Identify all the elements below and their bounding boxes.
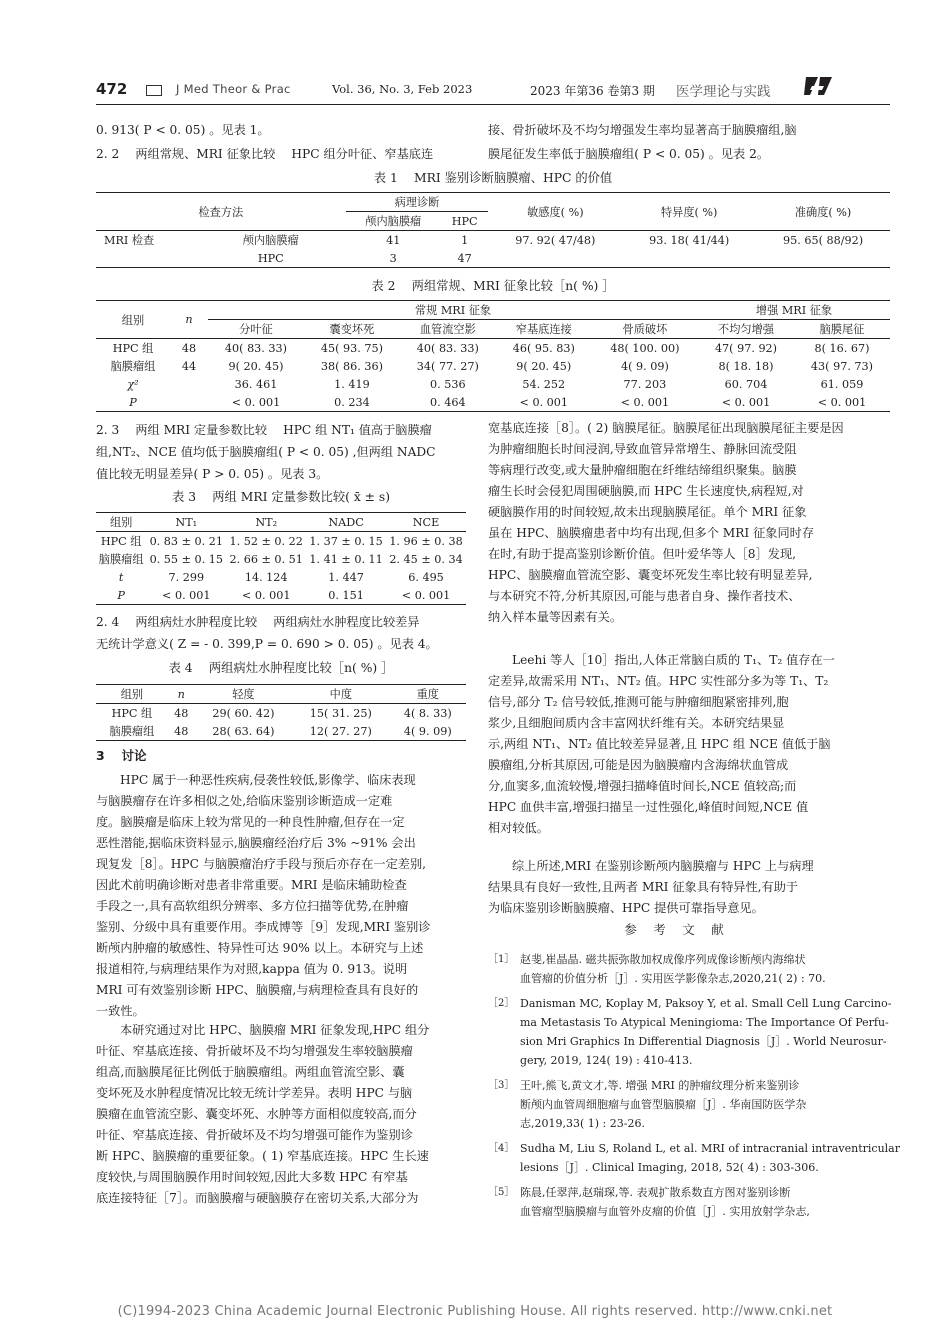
table3-cell: 7. 299 (168, 570, 205, 584)
table3-caption: 表 3 两组 MRI 定量参数比较( x̄ ± s) (171, 490, 390, 504)
text-line: 在时,有助于提高鉴别诊断价值。但叶爱华等人［8］发现, (488, 547, 797, 561)
text-line: 为肿瘤细胞长时间浸润,导致血管异常增生、静脉回流受阻 (488, 442, 797, 456)
reference-line: ma Metastasis To Atypical Meningioma: The Importance Of Perfu- (520, 1016, 889, 1029)
text-line: 值比较无明显差异( P > 0. 05) 。见表 3。 (96, 467, 329, 481)
text-line: 浆少,且细胞间质内含丰富网状纤维有关。本研究结果显 (488, 716, 785, 730)
table1-cell: 97. 92( 47/48) (515, 233, 596, 247)
text-line: 结果具有良好一致性,且两者 MRI 征象具有特异性,有助于 (488, 880, 799, 894)
table3-body (96, 532, 466, 605)
references-title: 参 考 文 献 (624, 922, 724, 937)
table1-header-sub1: 颅内脑膜瘤 (346, 212, 441, 231)
text-line: 组,NT₂、NCE 值均低于脑膜瘤组( P < 0. 05) ,但两组 NADC (96, 445, 436, 459)
table2-header-group: 组别 (96, 301, 170, 339)
table2-row (96, 357, 890, 375)
table2-header-c7: 脑膜尾征 (794, 320, 890, 339)
table1-header-method: 检查方法 (96, 193, 346, 231)
right-paragraph-3 (488, 856, 860, 919)
table1-cell (96, 249, 196, 268)
text-line: 膜尾征发生率低于脑膜瘤组( P < 0. 05) 。见表 2。 (488, 147, 770, 161)
text-line: 现复发［8］。HPC 与脑膜瘤治疗手段与预后亦存在一定差别, (96, 857, 427, 871)
journal-logo-icon (804, 74, 834, 98)
table3-cell: 0. 151 (328, 588, 364, 602)
table3-header-cell: 组别 (109, 516, 133, 529)
table2-cell: 43( 97. 73) (810, 359, 874, 373)
table2-cell (170, 375, 208, 393)
text-line: 与脑膜瘤存在许多相似之处,给临床鉴别诊断造成一定难 (96, 794, 393, 808)
table2-cell: HPC 组 (112, 342, 154, 355)
table3-cell: HPC 组 (100, 535, 142, 548)
text-line: 接、骨折破坏及不均匀增强发生率均显著高于脑膜瘤组,脑 (488, 123, 797, 137)
table1-caption: 表 1 MRI 鉴别诊断脑膜瘤、HPC 的价值 (373, 171, 613, 185)
text-line: 叶征、窄基底连接、骨折破坏及不均匀增强可能作为鉴别诊 (96, 1128, 413, 1142)
table3-row (96, 550, 466, 568)
text-line: Leehi 等人［10］指出,人体正常脑白质的 T₁、T₂ 值存在一 (512, 653, 835, 667)
right-paragraph-2 (488, 650, 860, 839)
table2-header-c2: 囊变坏死 (304, 320, 400, 339)
table3-cell: < 0. 001 (162, 588, 211, 602)
table3-header-row (96, 513, 466, 532)
table1-header-pathology: 病理诊断 (346, 193, 489, 212)
text-line: 报道相符,与病理结果作为对照,kappa 值为 0. 913。说明 (96, 962, 408, 976)
text-line: 分,血窦多,血流较慢,增强扫描峰值时间长,NCE 值较高;而 (488, 779, 797, 793)
table1-cell (756, 249, 890, 268)
volume-info: Vol. 36, No. 3, Feb 2023 (332, 82, 473, 96)
table3-cell: 1. 447 (328, 570, 364, 584)
text-line: 纳入样本量等因素有关。 (488, 610, 623, 624)
table2-row (96, 375, 890, 393)
table3-cell: 脑膜瘤组 (98, 553, 144, 566)
text-line: 无统计学意义( Z = - 0. 399,P = 0. 690 > 0. 05) 。见表 4。 (96, 637, 438, 651)
table4-cell: 48 (174, 706, 189, 720)
table2-cell: 40( 83. 33) (416, 341, 479, 355)
running-header (96, 80, 890, 104)
table2-cell: 38( 86. 36) (320, 359, 383, 373)
table3-row (96, 532, 466, 551)
table3-header-cell: NCE (412, 515, 440, 529)
table3-cell: 1. 41 ± 0. 11 (309, 552, 383, 566)
text-line: 度较快,与周围脑膜作用时间较短,因此大多数 HPC 有窄基 (96, 1170, 408, 1184)
text-line: 示,两组 NT₁、NT₂ 值比较差异显著,且 HPC 组 NCE 值低于脑 (488, 737, 831, 751)
issue-info-cn: 2023 年第36 卷第3 期 (530, 84, 655, 98)
table2-cell: 61. 059 (820, 377, 864, 391)
header-box-icon (146, 85, 162, 96)
table3-cell: 1. 52 ± 0. 22 (229, 534, 303, 548)
reference-line: 陈晨,任翠萍,赵瑞琛,等. 表观扩散系数直方图对鉴别诊断 (520, 1186, 791, 1199)
table1-cell: 1 (461, 233, 469, 247)
table2-cell: 8( 16. 67) (814, 341, 870, 355)
text-line: 等病理行改变,或大量肿瘤细胞在纤维结缔组织聚集。脑膜 (488, 463, 797, 477)
table1-cell (488, 249, 622, 268)
table4-caption: 表 4 两组病灶水肿程度比较［n( %) ］ (168, 661, 394, 675)
text-line: 因此术前明确诊断对患者非常重要。MRI 是临床辅助检查 (96, 878, 407, 892)
reference-line: sion Mri Graphics In Differential Diagnosis［J］. World Neurosur- (520, 1035, 887, 1048)
table4-row (96, 704, 466, 723)
table4-cell: 29( 60. 42) (212, 706, 275, 720)
table1-header-sens: 敏感度( %) (488, 193, 622, 231)
table4-header-row (96, 685, 466, 704)
table2-cell: 45( 93. 75) (320, 341, 383, 355)
table2-cell: 47( 97. 92) (714, 341, 778, 355)
reference-item (488, 1139, 900, 1177)
table4-header-cell: 组别 (120, 688, 144, 701)
table1 (96, 192, 890, 268)
table3-cell: 0. 55 ± 0. 15 (149, 552, 223, 566)
text-line: 宽基底连接［8］。( 2) 脑膜尾征。脑膜尾征出现脑膜尾征主要是因 (488, 421, 844, 435)
table1-cell: 93. 18( 41/44) (649, 233, 730, 247)
references-list (488, 950, 900, 1227)
table1-cell: 47 (457, 251, 472, 265)
text-line: 与本研究不符,分析其原因,可能与患者自身、操作者技术、 (488, 589, 801, 603)
table4-row (96, 722, 466, 741)
reference-line: lesions［J］. Clinical Imaging, 2018, 52( 4) : 303-306. (520, 1161, 819, 1174)
table2-cell: 44 (181, 359, 197, 373)
journal-name-en: J Med Theor & Prac (176, 82, 291, 96)
table3 (96, 512, 466, 605)
footer-copyright: (C)1994-2023 China Academic Journal Electronic Publishing House. All rights reserved. http://www.cnki.net (117, 1304, 833, 1319)
reference-number: ［1］ (488, 954, 515, 965)
text-line: 本研究通过对比 HPC、脑膜瘤 MRI 征象发现,HPC 组分 (120, 1023, 430, 1037)
text-line: 断 HPC、脑膜瘤的重要征象。( 1) 窄基底连接。HPC 生长速 (96, 1149, 429, 1163)
table2-cell: 34( 77. 27) (416, 359, 479, 373)
table1-header-sub2: HPC (441, 212, 489, 231)
table3-cell: 0. 83 ± 0. 21 (149, 534, 223, 548)
table1-header-acc: 准确度( %) (756, 193, 890, 231)
table1-cell: 95. 65( 88/92) (782, 233, 864, 247)
table2-header-conv: 常规 MRI 征象 (208, 301, 698, 320)
table3-cell: < 0. 001 (241, 588, 291, 602)
table4-cell: 28( 63. 64) (212, 724, 275, 738)
text-line: 恶性潜能,据临床资料显示,脑膜瘤经治疗后 3% ~91% 会出 (96, 836, 416, 850)
table2-cell: < 0. 001 (519, 395, 569, 409)
table2-cell: 9( 20. 45) (228, 359, 284, 373)
table2-cell: 1. 419 (334, 377, 370, 391)
page-number: 472 (96, 80, 128, 98)
table2-header-c3: 血管流空影 (400, 320, 496, 339)
reference-line: 断颅内血管周细胞瘤与血管型脑膜瘤［J］. 华南国防医学杂 (520, 1098, 807, 1111)
table2-cell: 4( 9. 09) (620, 359, 669, 373)
table2-cell: 脑膜瘤组 (110, 360, 156, 373)
reference-line: 志,2019,33( 1) : 23-26. (520, 1117, 645, 1130)
table2-header-c6: 不均匀增强 (698, 320, 794, 339)
text-line: HPC 属于一种恶性疾病,侵袭性较低,影像学、临床表现 (120, 773, 416, 787)
text-line: 底连接特征［7］。而脑膜瘤与硬脑膜存在密切关系,大部分为 (96, 1191, 419, 1205)
table2-cell: 48( 100. 00) (610, 341, 680, 355)
table2-cell: 8( 18. 18) (718, 359, 774, 373)
text-line: 虽在 HPC、脑膜瘤患者中均有出现,但多个 MRI 征象同时存 (488, 526, 815, 540)
table4-cell: 15( 31. 25) (309, 706, 372, 720)
table2-row (96, 393, 890, 412)
table2-cell: 48 (181, 341, 197, 355)
text-line: 膜瘤组,分析其原因,可能是因为脑膜瘤内含海绵状血管成 (488, 758, 789, 772)
reference-line: 血管瘤的价值分析［J］. 实用医学影像杂志,2020,21( 2) : 70. (520, 972, 826, 985)
text-line: 断颅内肿瘤的敏感性、特异性可达 90% 以上。本研究与上述 (96, 941, 424, 955)
table3-cell: P (117, 588, 125, 602)
table2-cell: 40( 83. 33) (224, 341, 288, 355)
table4-cell: 脑膜瘤组 (109, 725, 155, 738)
table2-cell: 54. 252 (522, 377, 566, 391)
table1-cell: 颅内脑膜瘤 (242, 234, 299, 247)
table4-cell: 48 (174, 724, 189, 738)
reference-line: 血管瘤型脑膜瘤与血管外皮瘤的价值［J］. 实用放射学杂志, (520, 1205, 810, 1218)
table4-header-cell: 轻度 (232, 688, 255, 701)
text-line: 相对较低。 (488, 821, 549, 835)
table4-header-cell: 重度 (416, 688, 439, 701)
table3-row (96, 586, 466, 605)
reference-line: Sudha M, Liu S, Roland L, et al. MRI of intracranial intraventricular (520, 1142, 900, 1155)
text-line: HPC 血供丰富,增强扫描呈一过性强化,峰值时间短,NCE 值 (488, 800, 809, 814)
text-line: 为临床鉴别诊断脑膜瘤、HPC 提供可靠指导意见。 (488, 901, 764, 915)
table4-cell: 4( 9. 09) (403, 724, 452, 738)
section-2-3-line: 2. 3 两组 MRI 定量参数比较 HPC 组 NT₁ 值高于脑膜瘤 (96, 423, 432, 437)
section-2-4-line: 2. 4 两组病灶水肿程度比较 两组病灶水肿程度比较差异 (96, 615, 420, 629)
table2-caption: 表 2 两组常规、MRI 征象比较［n( %) ］ (371, 279, 615, 293)
table3-cell: 2. 45 ± 0. 34 (389, 552, 463, 566)
header-rule (96, 104, 890, 105)
reference-number: ［2］ (488, 998, 515, 1009)
table2-cell: 0. 464 (430, 395, 466, 409)
table2-cell: < 0. 001 (620, 395, 670, 409)
table3-row (96, 568, 466, 586)
table2-header-enh: 增强 MRI 征象 (698, 301, 890, 320)
table4-header-cell: n (177, 687, 185, 701)
table2-body (96, 339, 890, 412)
table2-cell: P (129, 395, 137, 409)
table2 (96, 300, 890, 412)
table2-cell: 46( 95. 83) (512, 341, 575, 355)
table1-cell: MRI 检查 (104, 234, 155, 247)
table4-cell: HPC 组 (111, 707, 153, 720)
text-line: 瘤生长时会侵犯周围硬脑膜,而 HPC 生长速度快,病程短,对 (488, 484, 804, 498)
table3-header-cell: NADC (328, 515, 364, 529)
table2-cell: 60. 704 (724, 377, 768, 391)
table4 (96, 684, 466, 741)
table3-cell: 1. 96 ± 0. 38 (389, 534, 463, 548)
text-line: 变坏死及水肿程度情况比较无统计学差异。表明 HPC 与脑 (96, 1086, 413, 1100)
journal-name-cn: 医学理论与实践 (676, 84, 771, 100)
text-line: 手段之一,具有高软组织分辨率、多方位扫描等优势,在肿瘤 (96, 899, 409, 913)
table4-body (96, 704, 466, 741)
table4-header-cell: 中度 (329, 688, 353, 701)
table2-row (96, 339, 890, 358)
table2-cell: 77. 203 (623, 377, 667, 391)
table1-cell: HPC (257, 251, 284, 265)
table3-cell: t (118, 570, 124, 584)
reference-number: ［5］ (488, 1187, 515, 1198)
table2-cell: χ² (127, 377, 139, 391)
table3-cell: < 0. 001 (401, 588, 451, 602)
reference-line: gery, 2019, 124( 19) : 410-413. (520, 1054, 693, 1067)
reference-line: 王叶,熊飞,黄文才,等. 增强 MRI 的肿瘤纹理分析来鉴别诊 (520, 1079, 800, 1092)
table3-cell: 14. 124 (244, 570, 288, 584)
text-line: 定差异,故需采用 NT₁、NT₂ 值。HPC 实性部分多为等 T₁、T₂ (488, 674, 829, 688)
table3-cell: 6. 495 (408, 570, 444, 584)
table2-cell (170, 393, 208, 412)
right-paragraph-1 (488, 418, 860, 628)
reference-item (488, 1076, 868, 1133)
table2-cell: 36. 461 (234, 377, 278, 391)
text-line: 综上所述,MRI 在鉴别诊断颅内脑膜瘤与 HPC 上与病理 (512, 859, 814, 873)
table2-cell: < 0. 001 (817, 395, 867, 409)
reference-item (488, 1183, 868, 1221)
text-line: 组高,而脑膜尾征比例低于脑膜瘤组。两组血管流空影、囊 (96, 1065, 405, 1079)
table2-cell: 0. 234 (334, 395, 370, 409)
table2-header-c5: 骨质破坏 (592, 320, 698, 339)
reference-number: ［3］ (488, 1080, 515, 1091)
text-line: 膜瘤在血管流空影、囊变坏死、水肿等方面相似度较高,而分 (96, 1107, 417, 1121)
table3-cell: 2. 66 ± 0. 51 (229, 552, 303, 566)
text-line: 0. 913( P < 0. 05) 。见表 1。 (96, 123, 270, 137)
reference-item (488, 994, 892, 1070)
reference-number: ［4］ (488, 1143, 515, 1154)
text-line: 度。脑膜瘤是临床上较为常见的一种良性肿瘤,但存在一定 (96, 815, 405, 829)
reference-line: Danisman MC, Koplay M, Paksoy Y, et al. Small Cell Lung Carcino- (520, 997, 892, 1010)
discussion-paragraph-1 (96, 770, 468, 1022)
text-line: HPC、脑膜瘤血管流空影、囊变坏死发生率比较有明显差异, (488, 568, 813, 582)
table2-cell: < 0. 001 (231, 395, 281, 409)
table3-cell: 1. 37 ± 0. 15 (309, 534, 383, 548)
text-line: 一致性。 (96, 1004, 145, 1018)
table2-header-c4: 窄基底连接 (496, 320, 592, 339)
table1-header-spec: 特异度( %) (622, 193, 756, 231)
discussion-paragraph-2 (96, 1020, 468, 1209)
table2-header-c1: 分叶征 (208, 320, 304, 339)
text-line: 叶征、窄基底连接、骨折破坏及不均匀增强发生率较脑膜瘤 (96, 1044, 413, 1058)
reference-item (488, 950, 868, 988)
table2-cell: 0. 536 (430, 377, 466, 391)
section-2-2-line: 2. 2 两组常规、MRI 征象比较 HPC 组分叶征、窄基底连 (96, 147, 434, 161)
text-line: MRI 可有效鉴别诊断 HPC、脑膜瘤,与病理检查具有良好的 (96, 983, 419, 997)
text-line: 硬脑膜作用的时间较短,故未出现脑膜尾征。单个 MRI 征象 (488, 505, 807, 519)
table2-cell: < 0. 001 (721, 395, 771, 409)
table3-header-cell: NT₂ (255, 515, 278, 529)
table4-cell: 12( 27. 27) (309, 724, 372, 738)
table1-cell: 41 (386, 233, 401, 247)
table2-header-n: n (170, 301, 208, 339)
text-line: 鉴别、分级中具有重要作用。李成博等［9］发现,MRI 鉴别诊 (96, 920, 431, 934)
section-3-heading: 3 讨论 (96, 748, 147, 763)
table4-cell: 4( 8. 33) (403, 706, 452, 720)
table3-header-cell: NT₁ (175, 515, 198, 529)
table1-cell (622, 249, 756, 268)
text-line: 信号,部分 T₂ 信号较低,推测可能与肿瘤细胞紧密排列,胞 (488, 695, 789, 709)
table2-cell: 9( 20. 45) (516, 359, 572, 373)
table1-cell: 3 (389, 251, 397, 265)
reference-line: 赵斐,崔晶晶. 磁共振弥散加权成像序列成像诊断颅内海绵状 (520, 953, 806, 966)
